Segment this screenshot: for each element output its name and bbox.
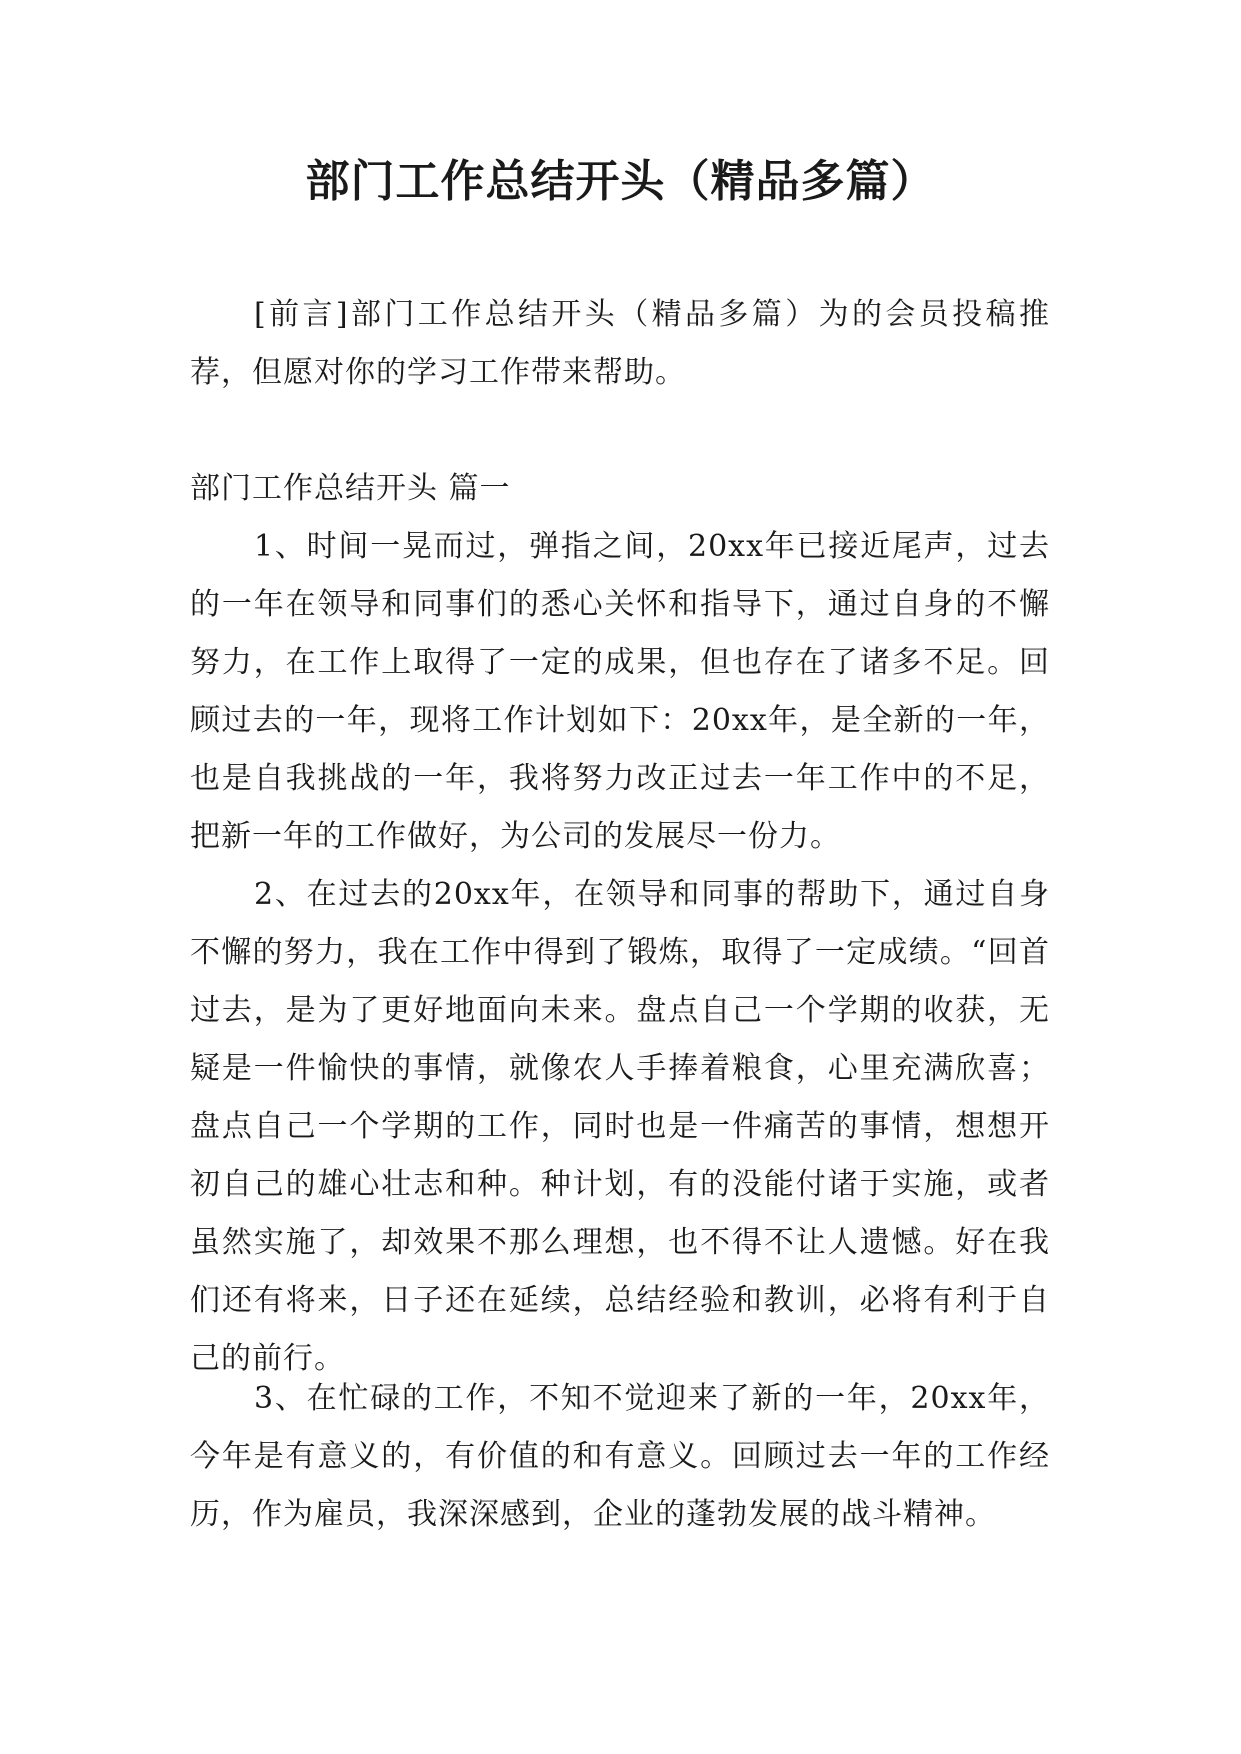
section-heading: 部门工作总结开头 篇一 [190, 471, 511, 506]
body-paragraph-3: 3、在忙碌的工作，不知不觉迎来了新的一年，20xx年，今年是有意义的，有价值的和有意义。回顾过去一年的工作经历，作为雇员，我深深感到，企业的蓬勃发展的战斗精神。 [190, 1381, 1050, 1532]
body-paragraph-1: 1、时间一晃而过，弹指之间，20xx年已接近尾声，过去的一年在领导和同事们的悉心关怀和指导下，通过自身的不懈努力，在工作上取得了一定的成果，但也存在了诸多不足。回顾过去的一年，现将工作计划如下：20xx年，是全新的一年，也是自我挑战的一年，我将努力改正过去一年工作中的不足，把新一年的工作做好，为公司的发展尽一份力。 [190, 529, 1050, 854]
page-title: 部门工作总结开头（精品多篇） [305, 156, 936, 207]
preface-paragraph: [前言]部门工作总结开头（精品多篇）为的会员投稿推荐，但愿对你的学习工作带来帮助。 [190, 297, 1050, 390]
body-paragraph-2: 2、在过去的20xx年，在领导和同事的帮助下，通过自身不懈的努力，我在工作中得到了锻炼，取得了一定成绩。“回首过去，是为了更好地面向未来。盘点自己一个学期的收获，无疑是一件愉快的事情，就像农人手捧着粮食，心里充满欣喜；盘点自己一个学期的工作，同时也是一件痛苦的事情，想想开初自己的雄心壮志和种。种计划，有的没能付诸于实施，或者虽然实施了，却效果不那么理想，也不得不让人遗憾。好在我们还有将来，日子还在延续，总结经验和教训，必将有利于自己的前行。 [190, 877, 1050, 1376]
